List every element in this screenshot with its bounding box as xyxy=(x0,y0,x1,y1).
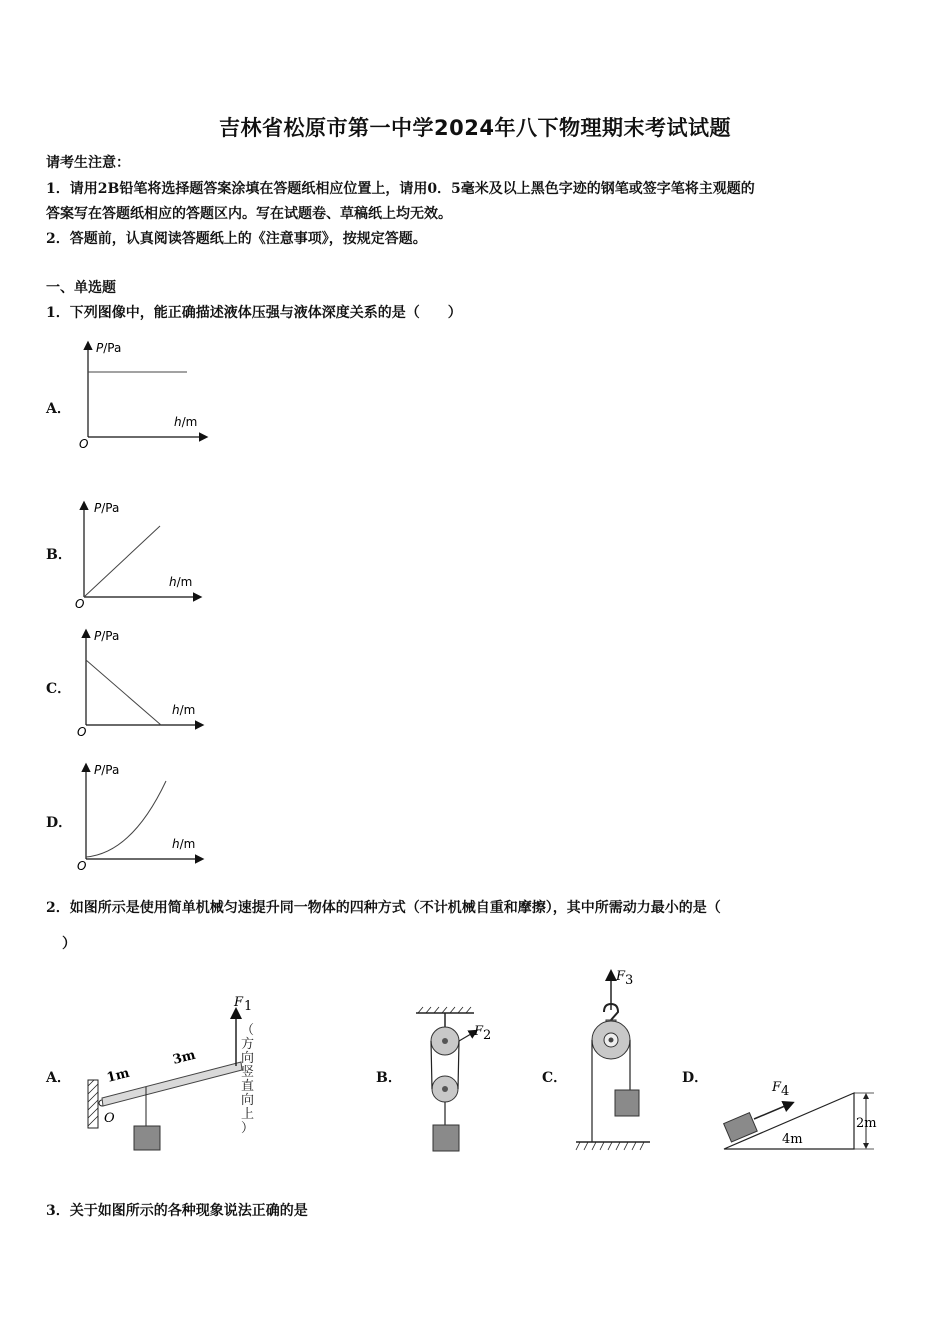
svg-text:h/m: h/m xyxy=(169,575,193,589)
q2-option-c: C． xyxy=(542,1070,568,1086)
question-2-stem: 2．如图所示是使用简单机械匀速提升同一物体的四种方式（不计机械自重和摩擦），其中所需动力最小的是（ xyxy=(46,900,721,916)
svg-text:4m: 4m xyxy=(782,1132,803,1147)
svg-text:向: 向 xyxy=(241,1093,255,1108)
weight-block xyxy=(615,1090,639,1116)
notice-heading: 请考生注意： xyxy=(46,155,130,171)
svg-text:向: 向 xyxy=(241,1051,255,1066)
svg-text:O: O xyxy=(79,437,89,451)
svg-text:P/Pa: P/Pa xyxy=(94,629,120,643)
q2-figure-a-lever xyxy=(84,990,274,1160)
svg-text:O: O xyxy=(104,1111,115,1126)
question-2-stem-end: ） xyxy=(62,936,76,952)
svg-text:P/Pa: P/Pa xyxy=(94,501,120,515)
svg-text:h/m: h/m xyxy=(172,837,196,851)
svg-text:P/Pa: P/Pa xyxy=(94,763,120,777)
svg-text:1: 1 xyxy=(244,999,253,1014)
svg-text:P/Pa: P/Pa xyxy=(96,341,122,355)
page-title: 吉林省松原市第一中学2024年八下物理期末考试试题 xyxy=(219,116,731,140)
q2-figure-c-movable-pulley xyxy=(568,962,668,1162)
pressure-line xyxy=(84,526,160,597)
svg-text:）: ） xyxy=(241,1121,255,1136)
weight-block xyxy=(433,1125,459,1151)
notice-line-1: 1．请用2B铅笔将选择题答案涂填在答题纸相应位置上，请用0．5毫米及以上黑色字迹的钢笔或签字笔将主观题的 xyxy=(46,181,755,197)
svg-text:O: O xyxy=(75,597,85,611)
q1-graph-b xyxy=(70,495,220,615)
q1-option-d: D． xyxy=(46,815,73,831)
q1-graph-d xyxy=(72,757,222,877)
weight-block xyxy=(134,1126,160,1150)
q1-option-c: C． xyxy=(46,681,72,697)
q2-figure-b-pulley-block xyxy=(408,1005,498,1160)
svg-text:3m: 3m xyxy=(171,1047,198,1068)
svg-text:3: 3 xyxy=(625,973,634,988)
q2-option-d: D． xyxy=(682,1070,709,1086)
svg-text:F: F xyxy=(474,1024,484,1039)
svg-text:4: 4 xyxy=(781,1084,790,1099)
svg-text:竖: 竖 xyxy=(241,1065,255,1080)
svg-text:方: 方 xyxy=(241,1037,255,1052)
svg-text:F: F xyxy=(616,969,626,984)
svg-text:F: F xyxy=(772,1080,782,1095)
question-3-stem: 3．关于如图所示的各种现象说法正确的是 xyxy=(46,1203,308,1219)
q2-option-b: B． xyxy=(376,1070,402,1086)
svg-text:2m: 2m xyxy=(856,1116,877,1131)
svg-text:上: 上 xyxy=(241,1107,255,1122)
svg-text:O: O xyxy=(77,725,87,739)
svg-text:O: O xyxy=(77,859,87,873)
svg-text:（: （ xyxy=(241,1023,255,1038)
svg-text:直: 直 xyxy=(241,1079,255,1094)
question-1-stem: 1．下列图像中，能正确描述液体压强与液体深度关系的是（ ） xyxy=(46,305,462,321)
svg-text:1m: 1m xyxy=(105,1065,132,1086)
svg-text:h/m: h/m xyxy=(174,415,198,429)
svg-text:h/m: h/m xyxy=(172,703,196,717)
q1-graph-c xyxy=(72,623,222,743)
q2-option-a: A． xyxy=(46,1070,71,1086)
section-heading: 一、单选题 xyxy=(46,280,116,296)
svg-text:2: 2 xyxy=(483,1028,492,1043)
q2-figure-d-incline xyxy=(718,1075,888,1160)
pressure-line xyxy=(86,660,161,725)
svg-text:F: F xyxy=(234,995,244,1010)
pressure-curve xyxy=(86,781,166,857)
q1-option-a: A． xyxy=(46,401,71,417)
q1-option-b: B． xyxy=(46,547,72,563)
q1-graph-a xyxy=(74,335,224,455)
notice-line-2: 2．答题前，认真阅读答题纸上的《注意事项》，按规定答题。 xyxy=(46,231,427,247)
notice-line-1-cont: 答案写在答题纸相应的答题区内。写在试题卷、草稿纸上均无效。 xyxy=(46,206,452,222)
